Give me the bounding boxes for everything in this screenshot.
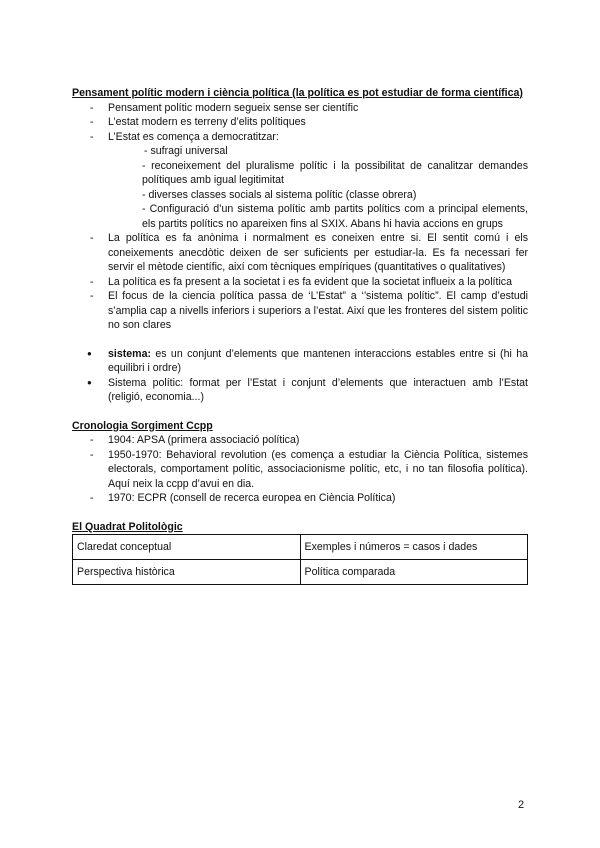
term-label: sistema:	[108, 347, 151, 360]
spacer	[72, 333, 528, 347]
table-row	[73, 535, 528, 560]
list-item: - La política es fa anònima i normalment es coneixen entre si. El sentit comú i els coneixements anecdòtic deixen de ser suficients per estudiar-la. Es fa necessari fer servir el mètode científic, així com tècniques empíriques (quantitatives o qualitatives)	[72, 231, 528, 275]
list-item-text: - L’Estat es comença a democratitzar:	[108, 130, 279, 143]
sub-item: - diverses classes socials al sistema polític (classe obrera)	[142, 188, 417, 201]
quadrat-table	[72, 534, 528, 585]
sub-item: - sufragi universal	[144, 145, 228, 157]
table-row	[73, 560, 528, 585]
table-cell: Perspectiva històrica	[73, 560, 301, 585]
list-item: - L’estat modern es terreny d’elits polítiques	[72, 115, 528, 130]
list-item: - 1904: APSA (primera associació política)	[72, 433, 528, 448]
term-definition: es un conjunt d’elements que mantenen interaccions estables entre si (hi ha equilibri i ordre)	[108, 347, 528, 374]
list-item: - La política es fa present a la societat i es fa evident que la societat influeix a la política	[72, 275, 528, 290]
list-item	[72, 130, 528, 232]
cronologia-list	[72, 433, 528, 506]
sub-item: - reconeixement del pluralisme polític i la possibilitat de canalitzar demandes polítiques amb igual legitimitat	[142, 159, 528, 186]
list-item: - 1970: ECPR (consell de recerca europea en Ciència Política)	[72, 491, 528, 506]
pensament-list	[72, 101, 528, 333]
sub-item: - Configuració d’un sistema polític amb partits polítics com a principal elements, els partits polítics no apareixen fins al SXIX. Abans hi havia accions en grups	[142, 203, 528, 230]
term-definition: Sistema polític: format per l’Estat i conjunt d’elements que interactuen amb l’Estat (religió, economia...)	[108, 376, 528, 403]
table-cell: Claredat conceptual	[73, 535, 301, 560]
definitions-list	[72, 347, 528, 405]
spacer	[72, 405, 528, 419]
section-heading-cronologia: Cronologia Sorgiment Ccpp	[72, 419, 213, 432]
section-heading-pensament: Pensament polític modern i ciència política (la política es pot estudiar de forma científica)	[72, 87, 523, 99]
page-number: 2	[518, 799, 525, 811]
document-page	[72, 86, 528, 585]
bullet-item	[72, 347, 528, 376]
table-cell: Exemples i números = casos i dades	[300, 535, 528, 560]
sub-list	[108, 144, 528, 159]
table-cell: Política comparada	[300, 560, 528, 585]
list-item: - El focus de la ciencia política passa de ‘L’Estat” a ‘’sistema polític”. El camp d’estudi s’amplia cap a nivells inferiors i superiors a l’estat. Així que les fronteres del sistem politic no son clares	[72, 289, 528, 333]
list-item: - 1950-1970: Behavioral revolution (es comença a estudiar la Ciència Política, sistemes electorals, comportament polític, associacionisme polític, etc, i no tan filosofia política). Aquí neix la ccpp d’avui en dia.	[72, 448, 528, 492]
spacer	[72, 506, 528, 520]
section-heading-quadrat: El Quadrat Politològic	[72, 520, 183, 533]
bullet-item	[72, 376, 528, 405]
list-item: - Pensament polític modern segueix sense ser científic	[72, 101, 528, 116]
